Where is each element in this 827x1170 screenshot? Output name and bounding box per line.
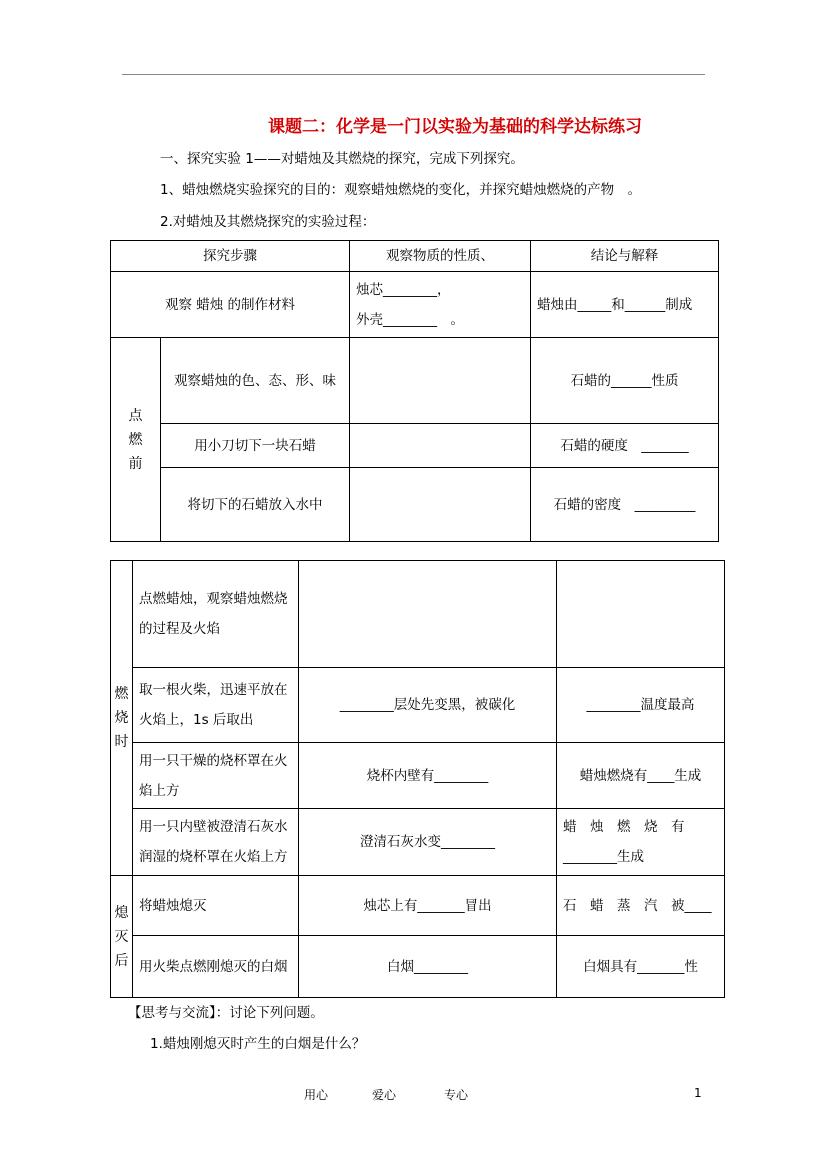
step-cell: 将蜡烛熄灭 <box>133 876 299 936</box>
step-cell: 点燃蜡烛，观察蜡烛燃烧的过程及火焰 <box>133 561 299 668</box>
observation-cell <box>350 468 531 542</box>
table-header-row <box>111 241 719 272</box>
table-row <box>111 809 725 876</box>
conclusion-cell: ________温度最高 <box>557 668 725 743</box>
table-row <box>111 272 719 338</box>
intro-line-2: 1、蜡烛燃烧实验探究的目的：观察蜡烛燃烧的变化，并探究蜡烛燃烧的产物 。 <box>160 182 642 198</box>
page-number: 1 <box>694 1086 702 1100</box>
experiment-table-before <box>110 240 719 542</box>
conclusion-cell: 石 蜡 蒸 汽 被____ <box>557 876 725 936</box>
conclusion-cell: 蜡烛燃烧有____生成 <box>557 743 725 809</box>
step-cell: 观察 蜡烛 的制作材料 <box>111 272 350 338</box>
observation-cell <box>350 272 531 338</box>
conclusion-cell: 蜡烛由_____和______制成 <box>531 272 719 338</box>
conclusion-cell: 蜡 烛 燃 烧 有________生成 <box>557 809 725 876</box>
group-label-burning: 燃 烧 时 <box>111 561 133 876</box>
observation-cell: 烧杯内壁有________ <box>299 743 557 809</box>
table-row <box>111 743 725 809</box>
observation-cell <box>350 424 531 468</box>
step-cell: 取一根火柴，迅速平放在火焰上，1s 后取出 <box>133 668 299 743</box>
experiment-table-during-after <box>110 560 725 998</box>
table-row <box>111 424 719 468</box>
step-cell: 用火柴点燃刚熄灭的白烟 <box>133 936 299 998</box>
footer-word-1: 用心 <box>304 1088 329 1102</box>
table-row <box>111 338 719 424</box>
header-observation: 观察物质的性质、 <box>350 241 531 272</box>
conclusion-cell: 白烟具有_______性 <box>557 936 725 998</box>
observation-cell <box>350 338 531 424</box>
step-cell: 用一只内壁被澄清石灰水润湿的烧杯罩在火焰上方 <box>133 809 299 876</box>
footer-word-2: 爱心 <box>372 1088 397 1102</box>
conclusion-cell: 石蜡的硬度 _______ <box>531 424 719 468</box>
intro-line-1: 一、探究实验 1——对蜡烛及其燃烧的探究，完成下列探究。 <box>160 151 524 167</box>
header-conclusion: 结论与解释 <box>531 241 719 272</box>
step-cell: 用小刀切下一块石蜡 <box>161 424 350 468</box>
header-rule <box>122 74 705 75</box>
step-cell: 用一只干燥的烧杯罩在火焰上方 <box>133 743 299 809</box>
page-title: 课题二：化学是一门以实验为基础的科学达标练习 <box>268 117 642 137</box>
group-label-after: 熄 灭 后 <box>111 876 133 998</box>
group-label-before: 点 燃 前 <box>111 338 161 542</box>
conclusion-cell: 石蜡的______性质 <box>531 338 719 424</box>
table-row <box>111 561 725 668</box>
discussion-heading: 【思考与交流】：讨论下列问题。 <box>128 1005 324 1021</box>
table-row <box>111 468 719 542</box>
step-cell: 观察蜡烛的色、态、形、味 <box>161 338 350 424</box>
conclusion-cell: 石蜡的密度 _________ <box>531 468 719 542</box>
observation-cell: ________层处先变黑，被碳化 <box>299 668 557 743</box>
observation-cell <box>299 561 557 668</box>
obs-shell: 外壳________ 。 <box>356 311 464 328</box>
intro-line-3: 2.对蜡烛及其燃烧探究的实验过程： <box>160 214 376 230</box>
table-row <box>111 876 725 936</box>
step-cell: 将切下的石蜡放入水中 <box>161 468 350 542</box>
observation-cell: 白烟________ <box>299 936 557 998</box>
table-row <box>111 936 725 998</box>
observation-cell: 烛芯上有_______冒出 <box>299 876 557 936</box>
discussion-question-1: 1.蜡烛刚熄灭时产生的白烟是什么？ <box>150 1036 366 1052</box>
observation-cell: 澄清石灰水变________ <box>299 809 557 876</box>
obs-wick: 烛芯________， <box>356 281 451 298</box>
footer-word-3: 专心 <box>444 1088 469 1102</box>
conclusion-cell <box>557 561 725 668</box>
table-row <box>111 668 725 743</box>
header-step: 探究步骤 <box>111 241 350 272</box>
